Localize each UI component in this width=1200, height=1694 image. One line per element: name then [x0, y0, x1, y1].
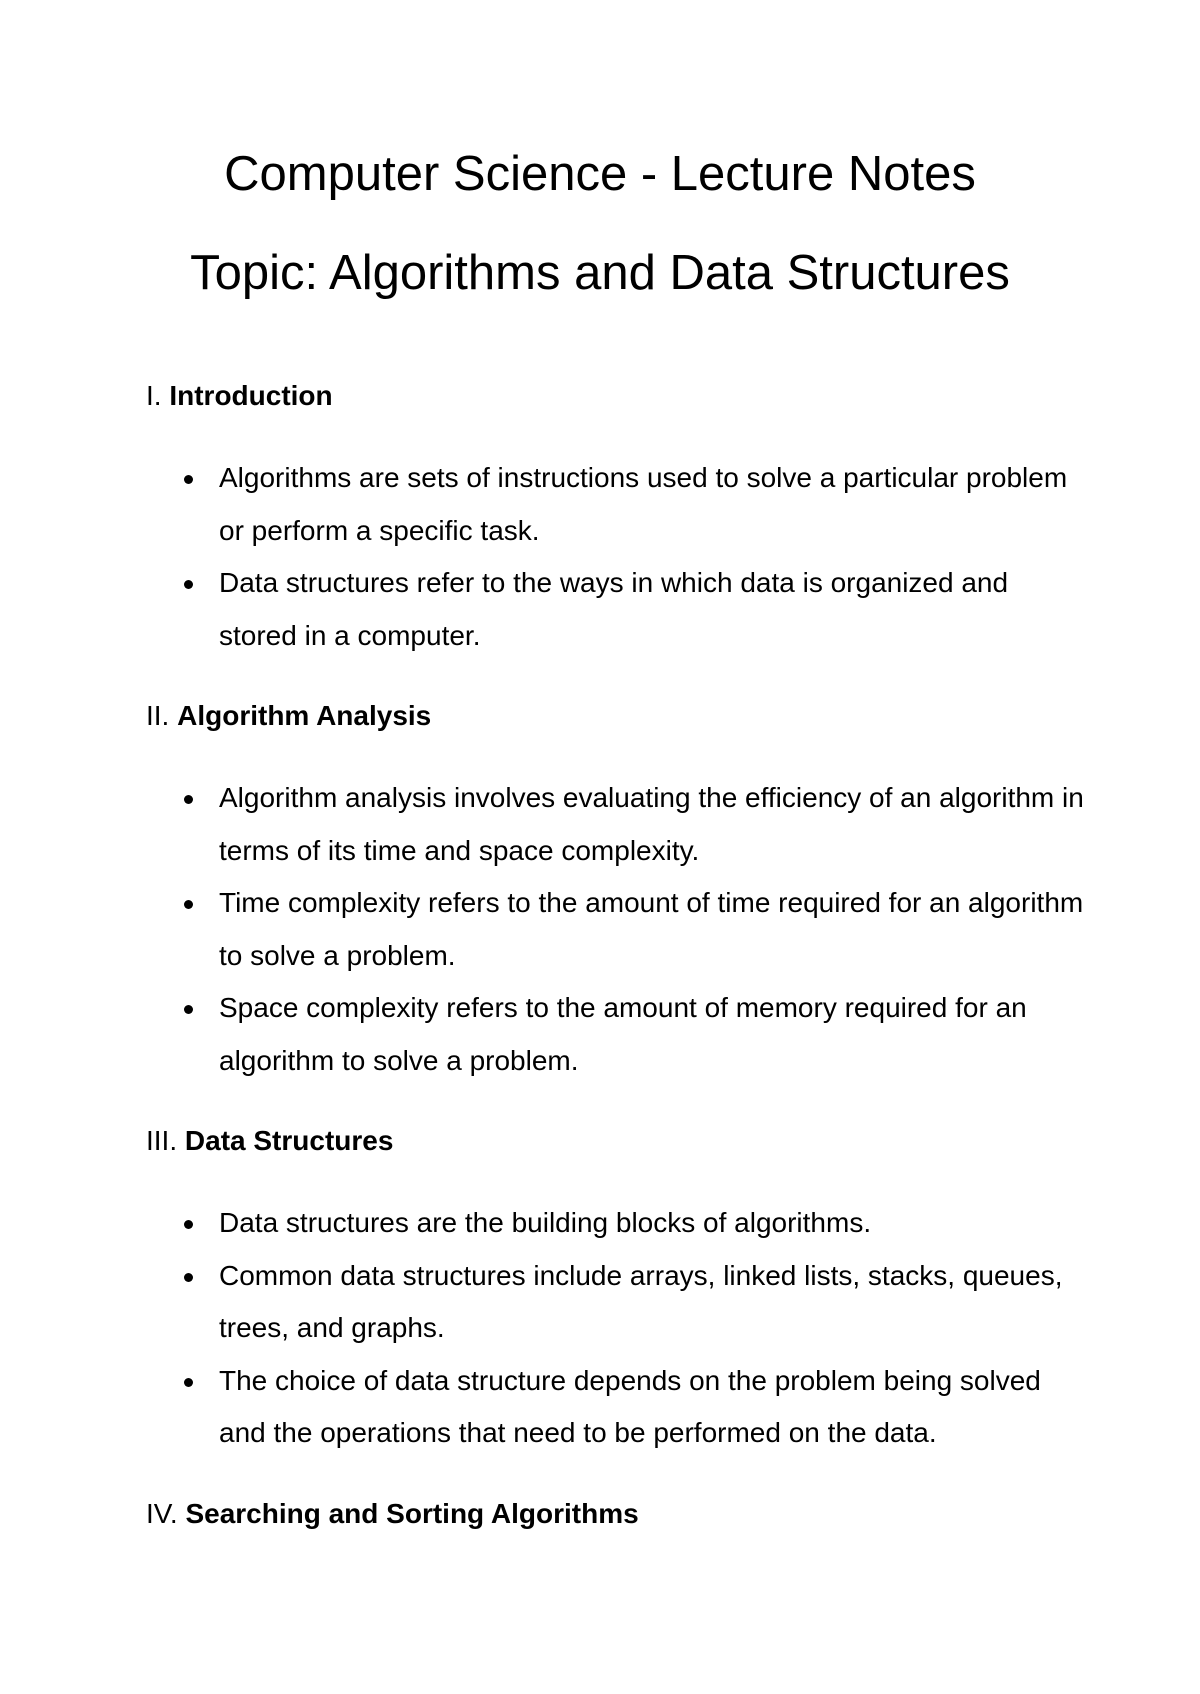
list-item [146, 557, 1086, 662]
section-heading [146, 698, 1086, 734]
section-numeral: I. [146, 380, 162, 411]
bullet-icon [184, 475, 193, 484]
section-heading [146, 1123, 1086, 1159]
section-numeral: III. [146, 1125, 178, 1156]
bullet-text: Time complexity refers to the amount of time required for an algorithm to solve a problem. [219, 887, 1084, 971]
bullet-icon [184, 1378, 193, 1387]
section-heading [146, 378, 1086, 414]
section-title: Algorithm Analysis [177, 700, 432, 731]
section-title: Searching and Sorting Algorithms [185, 1497, 639, 1529]
list-item [146, 452, 1086, 557]
section-title: Data Structures [184, 1125, 394, 1156]
bullet-text: Data structures refer to the ways in which data is organized and stored in a computer. [219, 567, 1009, 651]
list-item [146, 982, 1086, 1087]
document-subtitle: Topic: Algorithms and Data Structures [190, 246, 1010, 300]
bullet-list [146, 772, 1086, 1087]
bullet-icon [184, 580, 193, 589]
lecture-sections [146, 378, 1086, 1570]
section-numeral: II. [146, 700, 170, 731]
bullet-list [146, 1197, 1086, 1460]
bullet-icon [184, 1273, 193, 1282]
section-numeral: IV. [146, 1497, 178, 1529]
document-title: Computer Science - Lecture Notes [224, 147, 976, 201]
bullet-icon [184, 795, 193, 804]
list-item [146, 1355, 1086, 1460]
section-title: Introduction [169, 380, 333, 411]
list-item [146, 877, 1086, 982]
section-heading [146, 1496, 1086, 1532]
list-item [146, 772, 1086, 877]
bullet-icon [184, 1005, 193, 1014]
bullet-text: Algorithms are sets of instructions used to solve a particular problem or perform a specific task. [219, 462, 1068, 546]
bullet-text: The choice of data structure depends on the problem being solved and the operations that need to be performed on the data. [219, 1364, 1041, 1448]
bullet-text: Space complexity refers to the amount of memory required for an algorithm to solve a problem. [219, 992, 1027, 1076]
bullet-list [146, 452, 1086, 662]
bullet-icon [184, 900, 193, 909]
bullet-icon [184, 1220, 193, 1229]
bullet-text: Data structures are the building blocks of algorithms. [219, 1207, 872, 1238]
bullet-text: Algorithm analysis involves evaluating the efficiency of an algorithm in terms of its time and space complexity. [219, 782, 1084, 866]
bullet-text: Common data structures include arrays, linked lists, stacks, queues, trees, and graphs. [219, 1259, 1063, 1343]
list-item [146, 1250, 1086, 1355]
list-item [146, 1197, 1086, 1250]
